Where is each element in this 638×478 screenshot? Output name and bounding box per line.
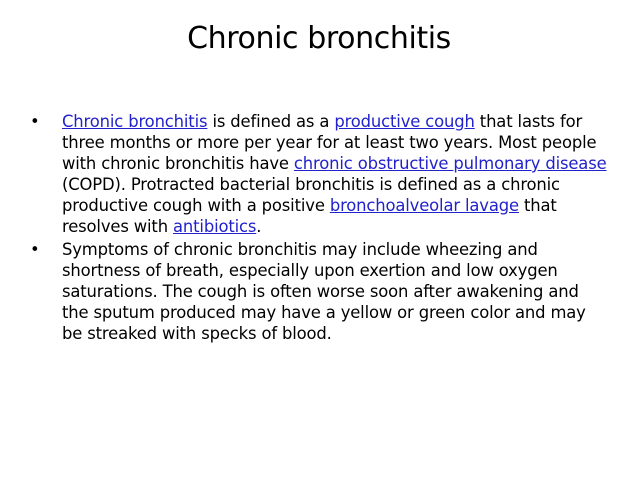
link-chronic-bronchitis[interactable]: Chronic bronchitis bbox=[62, 112, 208, 131]
link-copd[interactable]: chronic obstructive pulmonary disease bbox=[293, 154, 607, 173]
bullet-icon: • bbox=[30, 112, 40, 131]
bullet-text: that lasts for three months or more per year for at least two years. Most people with chronic bronchitis have bbox=[62, 112, 597, 173]
bullet-text: that resolves with bbox=[62, 196, 557, 236]
bullet-text: (COPD). Protracted bacterial bronchitis is defined as a chronic productive cough with a positive bbox=[62, 175, 560, 215]
slide-title: Chronic bronchitis bbox=[187, 21, 451, 56]
bullet-text: Symptoms of chronic bronchitis may include wheezing and shortness of breath, especially upon exertion and low oxygen saturations. The cough is often worse soon after awakening and the sputum produced may have a yellow or green color and may be streaked with specks of blood. bbox=[62, 240, 586, 343]
bullet-icon: • bbox=[30, 240, 40, 259]
bullet-list bbox=[30, 111, 610, 346]
link-antibiotics[interactable]: antibiotics bbox=[173, 217, 257, 236]
bullet-item-definition bbox=[30, 111, 610, 237]
bullet-text: is defined as a bbox=[207, 112, 335, 131]
bullet-item-symptoms bbox=[30, 239, 610, 344]
link-productive-cough[interactable]: productive cough bbox=[334, 112, 475, 131]
link-bronchoalveolar-lavage[interactable]: bronchoalveolar lavage bbox=[329, 196, 519, 215]
bullet-text: . bbox=[256, 217, 262, 236]
